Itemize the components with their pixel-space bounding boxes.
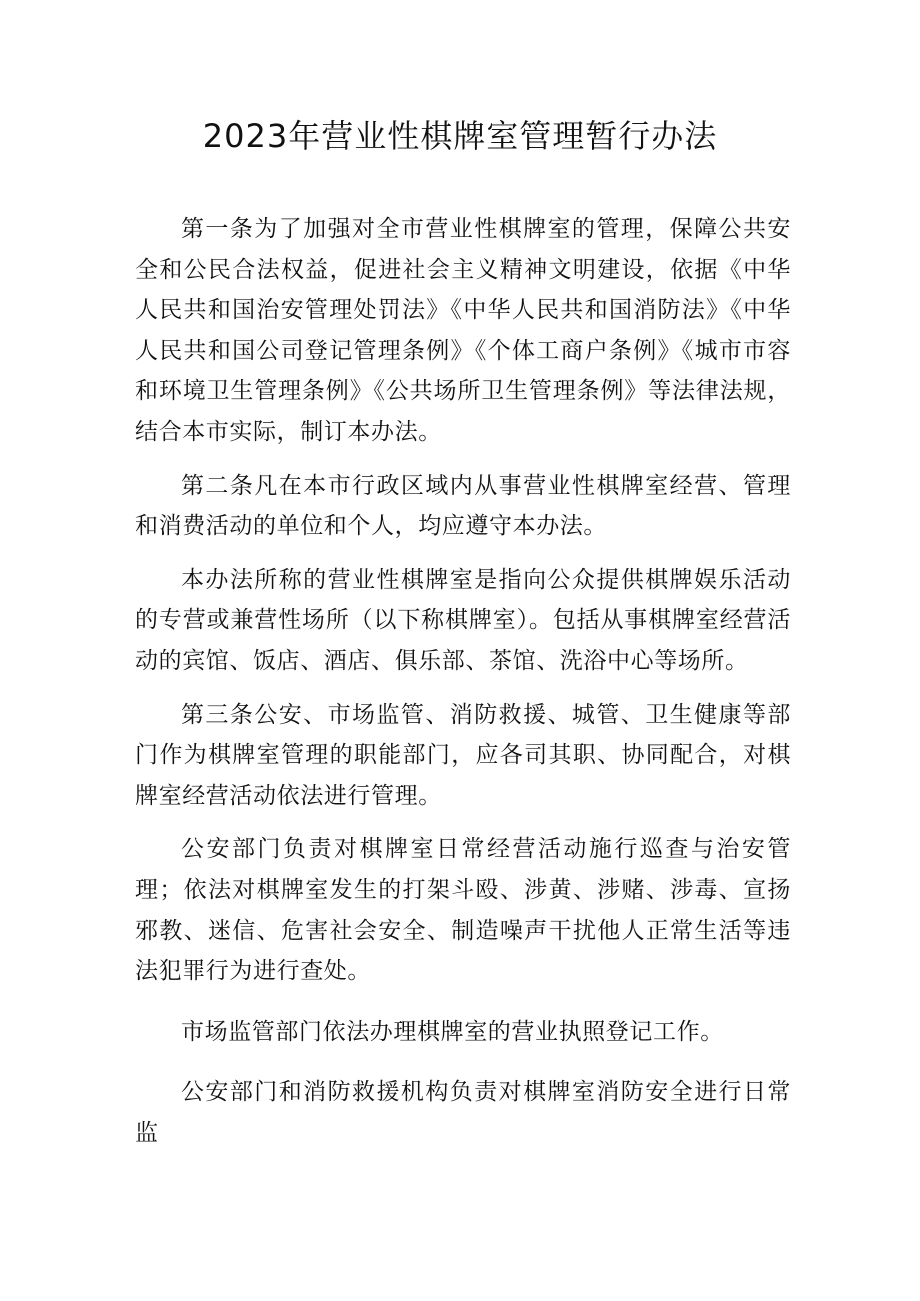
paragraph-market-supervision-duties: 市场监管部门依法办理棋牌室的营业执照登记工作。 xyxy=(181,1018,724,1045)
paragraph-definition: 本办法所称的营业性棋牌室是指向公众提供棋牌娱乐活动的专营或兼营性场所（以下称棋牌室）。包括从事棋牌室经营活动的宾馆、饭店、酒店、俱乐部、茶馆、洗浴中心等场所。 xyxy=(135,566,791,674)
paragraph-public-security-duties: 公安部门负责对棋牌室日常经营活动施行巡查与治安管理；依法对棋牌室发生的打架斗殴、涉黄、涉赌、涉毒、宣扬邪教、迷信、危害社会安全、制造噪声干扰他人正常生活等违法犯罪行为进行查处。 xyxy=(135,836,791,985)
document-body xyxy=(135,209,791,1166)
paragraph-article-1: 第一条为了加强对全市营业性棋牌室的管理，保障公共安全和公民合法权益，促进社会主义精神文明建设，依据《中华人民共和国治安管理处罚法》《中华人民共和国消防法》《中华人民共和国公司登记管理条例》《个体工商户条例》《城市市容和环境卫生管理条例》《公共场所卫生管理条例》等法律法规，结合本市实际，制订本办法。 xyxy=(135,216,791,445)
paragraph-article-3: 第三条公安、市场监管、消防救援、城管、卫生健康等部门作为棋牌室管理的职能部门，应各司其职、协同配合，对棋牌室经营活动依法进行管理。 xyxy=(135,701,791,809)
paragraph-article-2: 第二条凡在本市行政区域内从事营业性棋牌室经营、管理和消费活动的单位和个人，均应遵守本办法。 xyxy=(135,472,791,540)
document-title: 2023年营业性棋牌室管理暂行办法 xyxy=(202,117,718,155)
paragraph-fire-safety-duties: 公安部门和消防救援机构负责对棋牌室消防安全进行日常监 xyxy=(135,1079,791,1146)
